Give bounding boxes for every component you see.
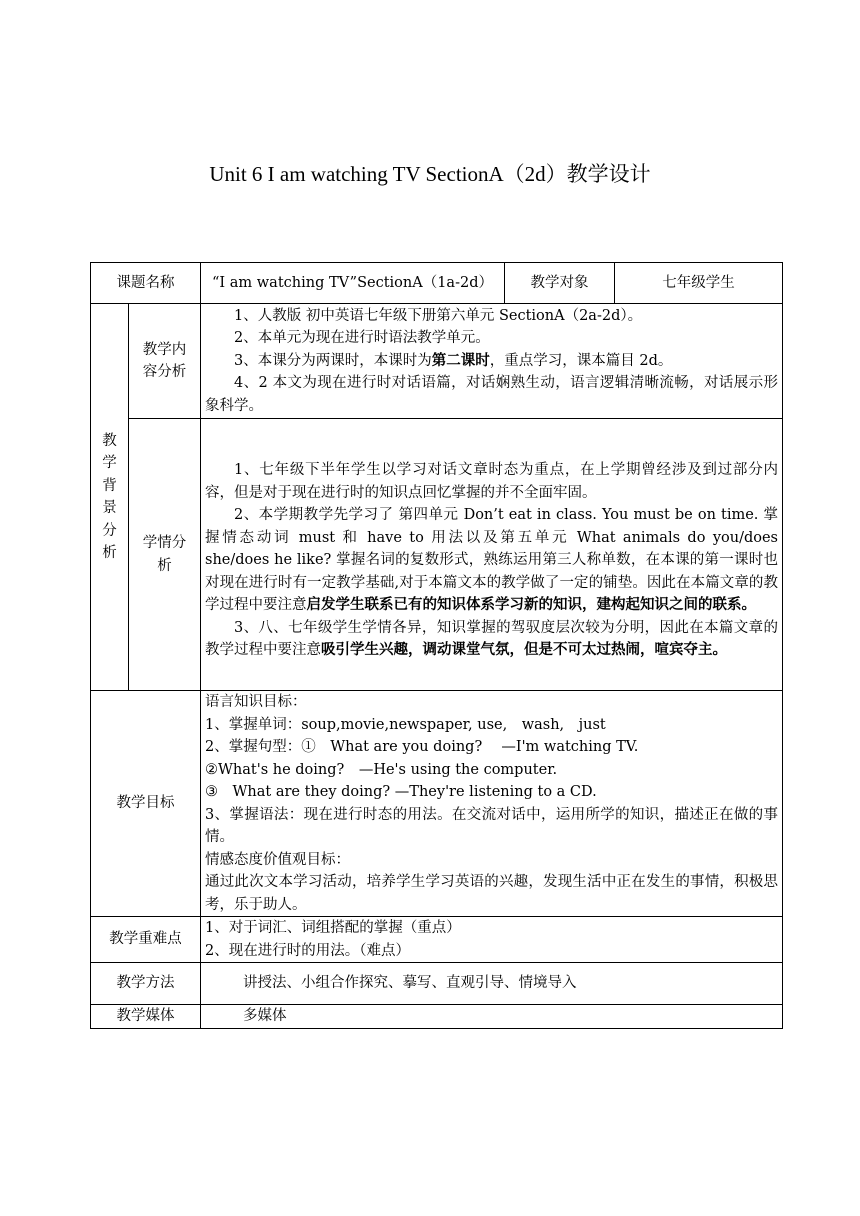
content-item-3-text: 3、本课分为两课时，本课时为 [234, 352, 432, 369]
media-value: 多媒体 [201, 1005, 783, 1029]
content-item-3 [205, 350, 778, 373]
goals-line-2: 1、掌握单词：soup,movie,newspaper, use, wash, just [205, 716, 606, 733]
lesson-plan-table [90, 262, 783, 1029]
content-item-2: 2、本单元为现在进行时语法教学单元。 [234, 330, 490, 347]
background-label-char: 教 [102, 432, 117, 449]
situation-item-1: 1、七年级下半年学生以学习对话文章时态为重点，在上学期曾经涉及到过部分内容，但是对于现在进行时的知识点回忆掌握的并不全面牢固。 [205, 462, 778, 501]
goals-line-1: 语言知识目标： [205, 694, 307, 710]
background-label-char: 学 [102, 455, 117, 471]
situation-item-2-bold: 启发学生联系已有的知识体系学习新的知识，建构起知识之间的联系。 [306, 596, 756, 614]
background-label-char: 景 [102, 500, 117, 516]
goals-line-8: 通过此次文本学习活动，培养学生学习英语的兴趣，发现生活中正在发生的事情，积极思考，乐于助人。 [205, 874, 778, 913]
content-analysis-cell [201, 304, 783, 419]
media-label: 教学媒体 [91, 1005, 201, 1029]
situation-item-2 [205, 504, 778, 617]
goals-line-4: ②What's he doing? —He's using the computer. [205, 761, 558, 778]
content-item-3-bold: 第二课时 [431, 351, 490, 369]
goals-label: 教学目标 [91, 691, 201, 917]
goals-line-6: 3、掌握语法：现在进行时态的用法。在交流对话中，运用所学的知识，描述正在做的事情。 [205, 806, 778, 845]
situation-item-3-text: 3、八、七年级学生学情各异，知识掌握的驾驭度层次较为分明，因此在本篇文章的教学过程中要注意 [205, 619, 778, 659]
page-title: Unit 6 I am watching TV SectionA（2d）教学设计 [209, 162, 651, 186]
situation-analysis-label: 学情分析 [129, 419, 201, 691]
background-label-char: 背 [102, 477, 117, 494]
situation-item-3-bold: 吸引学生兴趣，调动课堂气氛，但是不可太过热闹，喧宾夺主。 [321, 641, 727, 659]
key-points-row [91, 917, 783, 963]
situation-item-2-text: 2、本学期教学先学习了 第四单元 Don’t eat in class. You must be on time. 掌握情态动词 must 和 have to 用法以及第五单元 What animals do you/does she/does he like? 掌握名词的复数形式，熟练运用第三人称单数，在本课的第一课时也对现在进行时有一定教学基础,对于本篇文本的教学做了一定的铺垫。因此在本篇文章的教学过程中要注意 [205, 507, 778, 614]
audience-label: 教学对象 [505, 263, 615, 304]
situation-item-3 [205, 617, 778, 662]
key-point-2: 2、现在进行时的用法。（难点） [205, 942, 410, 959]
goals-line-5: ③ What are they doing? —They're listening to a CD. [205, 784, 597, 800]
topic-value: “I am watching TV”SectionA（1a-2d） [201, 263, 505, 304]
topic-row [91, 263, 783, 304]
key-points-cell [201, 917, 783, 963]
goals-row [91, 691, 783, 917]
content-item-4: 4、2 本文为现在进行时对话语篇，对话娴熟生动，语言逻辑清晰流畅，对话展示形象科学。 [205, 375, 778, 414]
goals-line-3: 2、掌握句型：① What are you doing? —I'm watching TV. [205, 739, 639, 755]
background-label-char: 析 [102, 545, 117, 561]
methods-label: 教学方法 [91, 963, 201, 1005]
media-row [91, 1005, 783, 1029]
methods-value: 讲授法、小组合作探究、摹写、直观引导、情境导入 [201, 963, 783, 1005]
audience-value: 七年级学生 [615, 263, 783, 304]
key-point-1: 1、对于词汇、词组搭配的掌握（重点） [205, 920, 461, 936]
methods-row [91, 963, 783, 1005]
content-item-1: 1、人教版 初中英语七年级下册第六单元 SectionA（2a-2d）。 [234, 307, 643, 324]
goals-line-7: 情感态度价值观目标： [205, 851, 350, 868]
situation-analysis-cell [201, 419, 783, 691]
background-label-char: 分 [102, 522, 117, 539]
situation-analysis-row [91, 419, 783, 691]
goals-cell [201, 691, 783, 917]
content-analysis-label: 教学内容分析 [129, 304, 201, 419]
background-analysis-label [91, 304, 129, 691]
content-item-3-tail: ，重点学习，课本篇目 2d。 [489, 352, 673, 369]
content-analysis-row [91, 304, 783, 419]
topic-label: 课题名称 [91, 263, 201, 304]
key-points-label: 教学重难点 [91, 917, 201, 963]
